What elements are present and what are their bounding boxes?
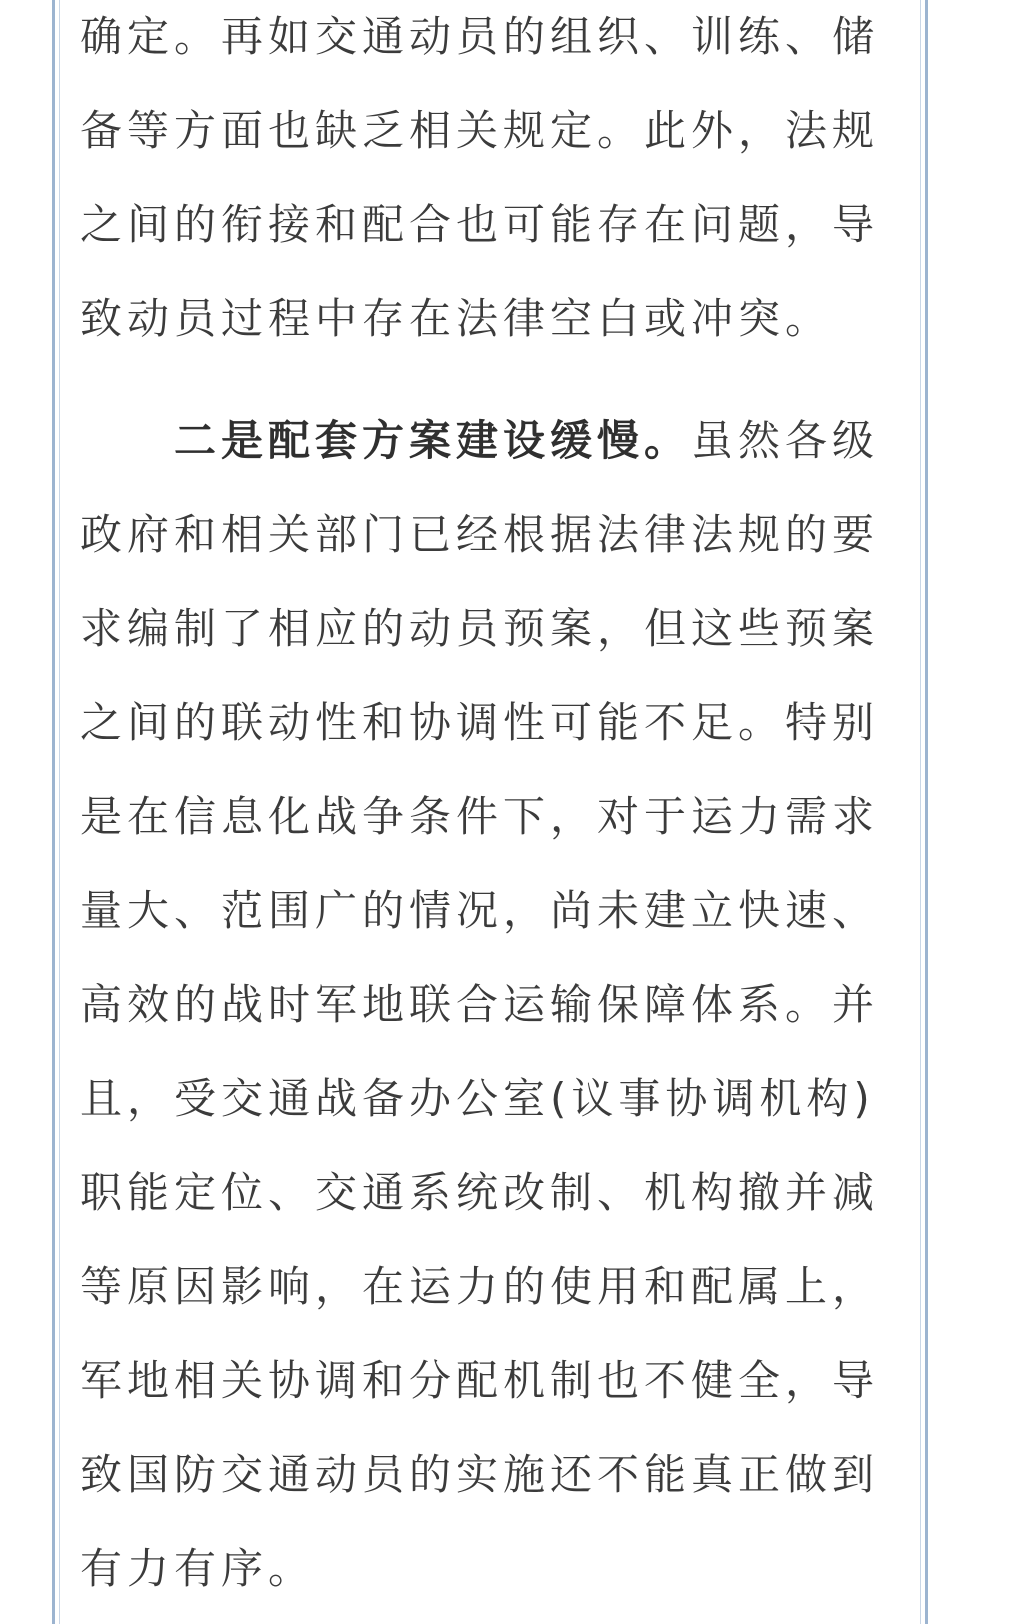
article-body xyxy=(80,0,920,1616)
paragraph-lead: 二是配套方案建设缓慢。 xyxy=(174,416,692,465)
paragraph-text: 确定。再如交通动员的组织、训练、储备等方面也缺乏相关规定。此外，法规之间的衔接和配合也可能存在问题，导致动员过程中存在法律空白或冲突。 xyxy=(80,12,880,343)
paragraph-continuation xyxy=(80,0,920,366)
paragraph-point-two xyxy=(80,394,920,1616)
paragraph-text: 虽然各级政府和相关部门已经根据法律法规的要求编制了相应的动员预案，但这些预案之间的联动性和协调性可能不足。特别是在信息化战争条件下，对于运力需求量大、范围广的情况，尚未建立快速、高效的战时军地联合运输保障体系。并且，受交通战备办公室(议事协调机构)职能定位、交通系统改制、机构撤并减等原因影响，在运力的使用和配属上，军地相关协调和分配机制也不健全，导致国防交通动员的实施还不能真正做到有力有序。 xyxy=(80,416,880,1593)
